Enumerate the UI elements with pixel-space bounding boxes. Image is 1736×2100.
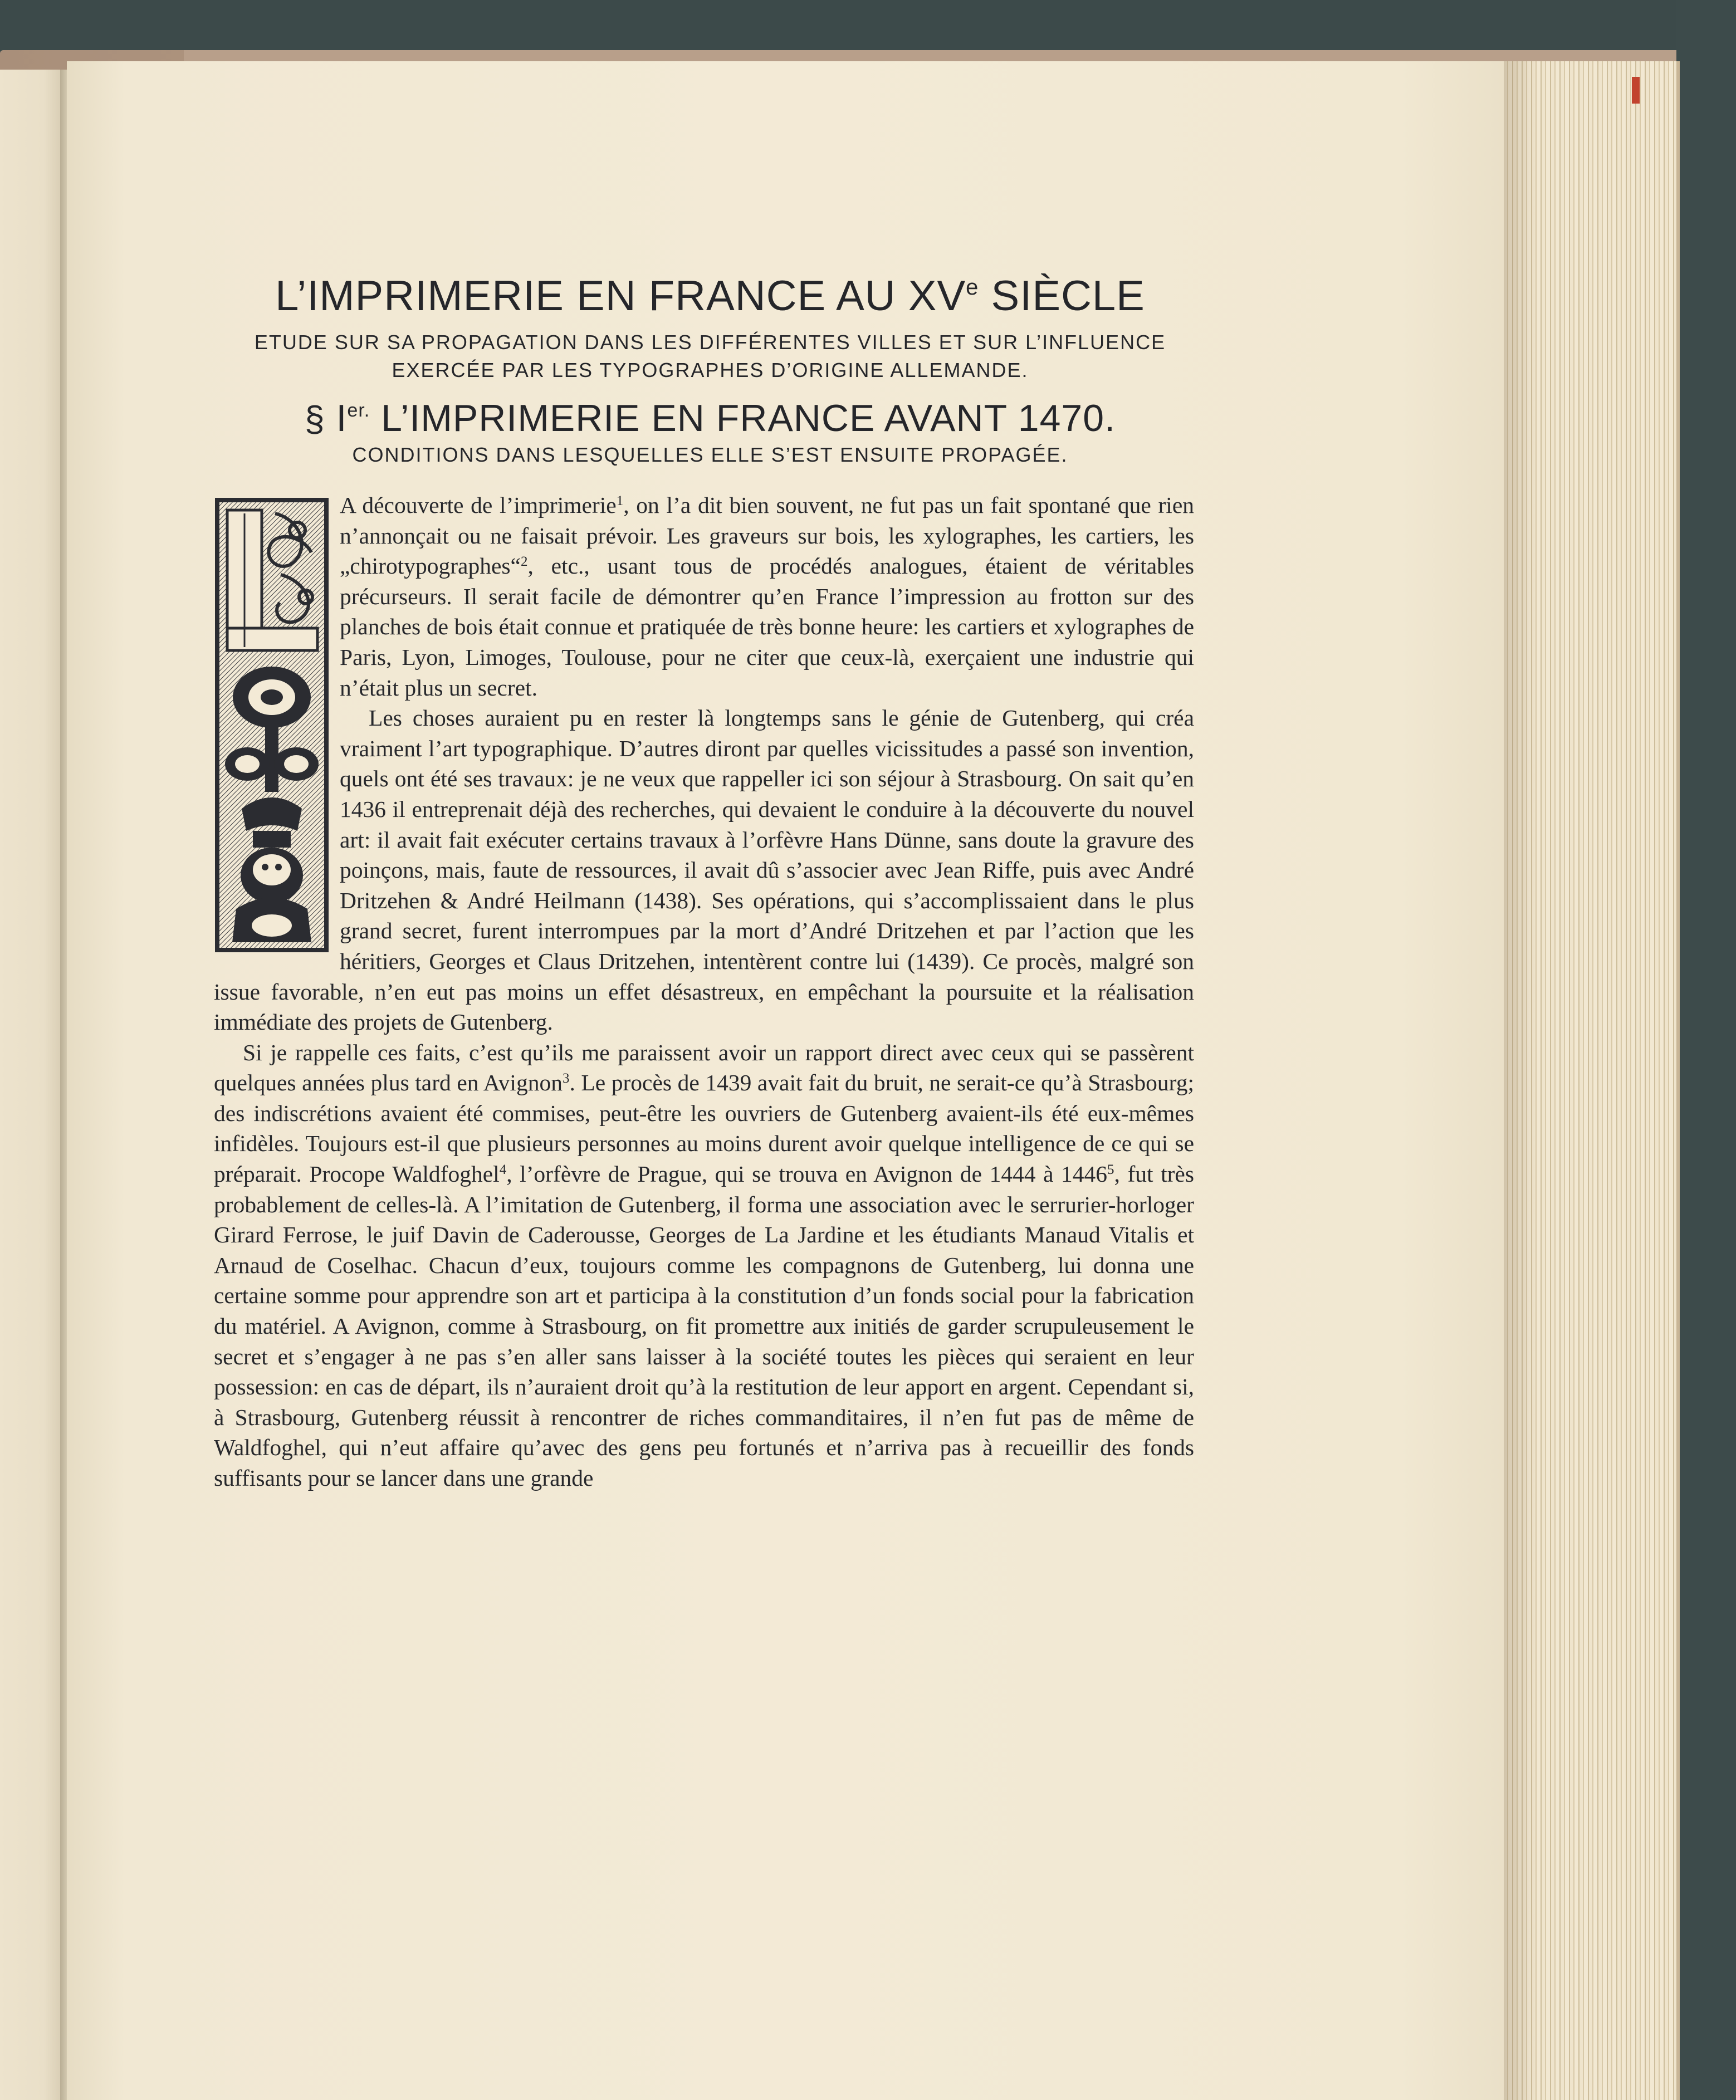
- background-right: [1676, 0, 1736, 2100]
- page-title: [212, 272, 1209, 320]
- background-top: [0, 0, 1736, 56]
- body-text: [214, 490, 1194, 1494]
- footnote-marker: 5: [1107, 1162, 1114, 1178]
- title-text-end: SIÈCLE: [979, 272, 1145, 320]
- bookmark-tab: [1632, 77, 1640, 104]
- paragraph-text: , fut très probablement de celles-là. A l’imitation de Gutenberg, il forma une association avec le serrurier-horloger Girard Ferrose, le juif Davin de Caderousse, Georges de La Jardine et les étudiants Manaud Vitalis et Arnaud de Coselhac. Chacun d’eux, toujours comme les compagnons de Gutenberg, lui donna une certaine somme pour apprendre son art et participa à la constitution d’un fonds social pour la fabrication du matériel. A Avignon, comme à Strasbourg, on fit promettre aux initiés de garder scrupuleusement le secret et s’engager à ne pas s’en aller sans laisser à la société toutes les pièces qui seraient en leur possession: en cas de départ, ils n’auraient droit qu’à la restitution de leur apport en argent. Cependant si, à Strasbourg, Gutenberg réussit à rencontrer de riches commanditaires, il n’en fut pas de même de Waldfoghel, qui n’eut affaire qu’avec des gens peu fortunés et n’arriva pas à recueillir des fonds suffisants pour se lancer dans une grande: [214, 1161, 1194, 1491]
- body-paragraph: [214, 703, 1194, 1037]
- footnote-marker: 1: [616, 493, 624, 508]
- paragraph-text: Si je rappelle ces faits, c’est qu’ils me paraissent avoir un rapport direct avec ceux qui se passèrent quelques années plus tard en Avignon: [214, 1039, 1194, 1096]
- ornamental-initial: [214, 497, 330, 953]
- paragraph-text: A découverte de l’imprimerie: [340, 492, 617, 518]
- section-number: I: [325, 397, 348, 439]
- subtitle-line-1: ETUDE SUR SA PROPAGATION DANS LES DIFFÉRENTES VILLES ET SUR L’INFLUENCE: [254, 331, 1166, 354]
- paragraph-text: , on l’a dit bien souvent, ne fut pas un fait spontané que rien n’annonçait ou ne faisait prévoir. Les graveurs sur bois, les xylographes, les cartiers, les „chirotypographes“: [340, 492, 1194, 579]
- footnote-marker: 3: [562, 1071, 570, 1086]
- body-paragraph: [214, 490, 1194, 703]
- title-superscript: e: [966, 275, 979, 300]
- body-paragraph: [214, 1037, 1194, 1494]
- left-facing-page: [0, 70, 62, 2100]
- section-number-superscript: er.: [347, 400, 370, 421]
- subtitle-line-2: EXERCÉE PAR LES TYPOGRAPHES D’ORIGINE ALLEMANDE.: [392, 359, 1029, 381]
- title-text: L’IMPRIMERIE EN FRANCE AU XV: [275, 272, 966, 320]
- paragraph-text: , etc., usant tous de procédés analogues, étaient de véritables précurseurs. Il serait facile de démontrer qu’en France l’impression au frotton sur des planches de bois était connue et pratiquée de très bonne heure: les cartiers et xylographes de Paris, Lyon, Limoges, Toulouse, pour ne citer que ceux-là, exerçaient une industrie qui n’était plus un secret.: [340, 553, 1194, 701]
- footnote-marker: 2: [520, 554, 528, 570]
- footnote-marker: 4: [499, 1162, 507, 1178]
- paragraph-text: , l’orfèvre de Prague, qui se trouva en Avignon de 1444 à 1446: [506, 1161, 1108, 1187]
- section-heading: [212, 396, 1209, 440]
- section-symbol: §: [305, 399, 325, 439]
- paragraph-text: . Le procès de 1439 avait fait du bruit, ne serait-ce qu’à Strasbourg; des indiscrétions avaient été commises, peut-être les ouvriers de Gutenberg avaient-ils été eux-mêmes infidèles. Toujours est-il que plusieurs personnes au moins durent avoir quelque intelligence de ce qui se préparait. Procope Waldfoghel: [214, 1070, 1194, 1187]
- page-edges-shadow: [1504, 61, 1537, 2100]
- paragraph-text: Les choses auraient pu en rester là longtemps sans le génie de Gutenberg, qui créa vraiment l’art typographique. D’autres diront par quelles vicissitudes a passé son invention, quels ont été ses travaux: je ne veux que rappeller ici son séjour à Strasbourg. On sait qu’en 1436 il entreprenait déjà des recherches, qui devaient le conduire à la découverte du nouvel art: il avait fait exécuter certains travaux à l’orfèvre Hans Dünne, sans doute la gravure des poinçons, mais, faute de ressources, il avait dû s’associer avec Jean Riffe, puis avec André Dritzehen & André Heilmann (1438). Ses opérations, qui s’accomplissaient dans le plus grand secret, furent interrompues par la mort d’André Dritzehen et par l’action que les héritiers, Georges et Claus Dritzehen, intentèrent contre lui (1439). Ce procès, malgré son issue favorable, n’en eut pas moins un effet désastreux, en empêchant la poursuite et la réalisation immédiate des projets de Gutenberg.: [214, 705, 1194, 1035]
- section-subheading: CONDITIONS DANS LESQUELLES ELLE S’EST ENSUITE PROPAGÉE.: [352, 443, 1068, 466]
- section-heading-text: L’IMPRIMERIE EN FRANCE AVANT 1470.: [370, 397, 1116, 439]
- ornamental-initial-l-icon: [214, 497, 330, 953]
